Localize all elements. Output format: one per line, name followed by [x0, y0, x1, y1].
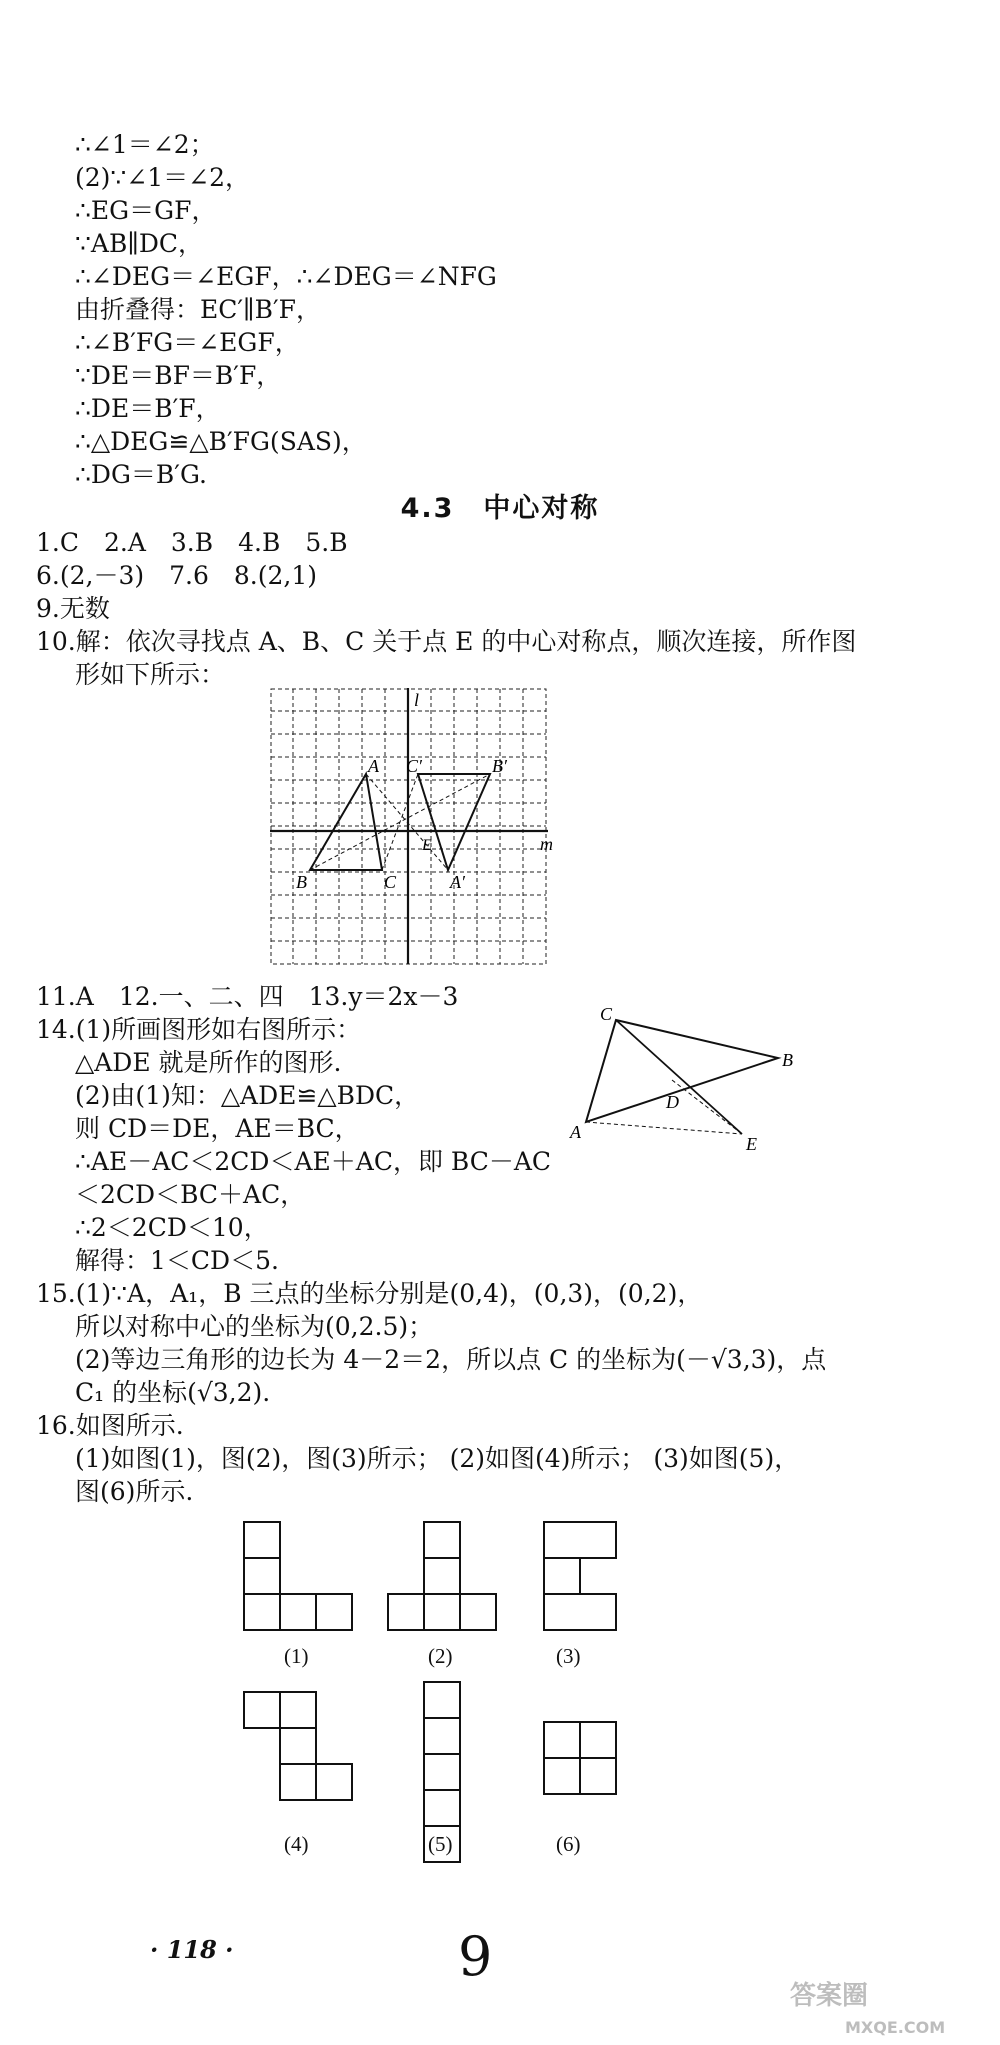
- grid-label-Cp: C′: [406, 756, 422, 776]
- proof-line: ∴DE＝B′F，: [75, 394, 221, 423]
- grid-label-C: C: [384, 872, 397, 892]
- answer-line: 10.解：依次寻找点 A、B、C 关于点 E 的中心对称点，顺次连接，所作图: [36, 627, 857, 656]
- answer-line: 1.C 2.A 3.B 4.B 5.B: [36, 528, 348, 557]
- answer-line: (1)如图(1)，图(2)，图(3)所示； (2)如图(4)所示； (3)如图(5)，: [75, 1444, 800, 1473]
- shape-caption: (3): [556, 1644, 581, 1668]
- proof-line: ∴∠DEG＝∠EGF，∴∠DEG＝∠NFG: [75, 262, 497, 291]
- proof-line: ∴△DEG≌△B′FG(SAS)，: [75, 427, 367, 456]
- answer-line: 15.(1)∵A，A₁，B 三点的坐标分别是(0,4)，(0,3)，(0,2)，: [36, 1279, 703, 1308]
- shape-caption: (5): [428, 1832, 453, 1856]
- answer-line: 则 CD＝DE，AE＝BC，: [75, 1114, 360, 1143]
- answer-line: 6.(2,－3) 7.6 8.(2,1): [36, 561, 317, 590]
- proof-line: ∴∠1＝∠2；: [75, 130, 215, 159]
- answer-line: 9.无数: [36, 594, 110, 623]
- answer-line: 11.A 12.一、二、四 13.y＝2x－3: [36, 982, 459, 1011]
- answer-line: (2)等边三角形的边长为 4－2＝2，所以点 C 的坐标为(－√3,3)，点: [75, 1345, 827, 1374]
- tri-label-E: E: [746, 1134, 757, 1154]
- tri-label-D: D: [666, 1092, 679, 1112]
- grid-label-A: A: [368, 756, 379, 776]
- answer-line: △ADE 就是所作的图形.: [75, 1048, 342, 1077]
- answer-line: C₁ 的坐标(√3,2).: [75, 1378, 271, 1407]
- handwritten-mark: 9: [458, 1925, 493, 1988]
- shape-caption: (2): [428, 1644, 453, 1668]
- shape-caption: (6): [556, 1832, 581, 1856]
- grid-label-E: E: [422, 837, 432, 854]
- answer-line: 解得：1＜CD＜5.: [75, 1246, 279, 1275]
- grid-label-Ap: A′: [450, 872, 465, 892]
- shape-caption: (1): [284, 1644, 309, 1668]
- watermark-logo: 答案圈: [790, 1981, 869, 2011]
- answer-line: 形如下所示：: [75, 660, 226, 689]
- shape-caption: (4): [284, 1832, 309, 1856]
- grid-label-m: m: [540, 834, 553, 854]
- answer-line: ∴AE－AC＜2CD＜AE＋AC，即 BC－AC: [75, 1147, 552, 1176]
- answer-line: 16.如图所示.: [36, 1411, 184, 1440]
- grid-label-Bp: B′: [492, 756, 507, 776]
- grid-label-l: l: [414, 690, 420, 710]
- answer-line: 图(6)所示.: [75, 1477, 194, 1506]
- proof-line: ∴DG＝B′G.: [75, 460, 207, 489]
- tri-label-C: C: [600, 1004, 613, 1024]
- answer-line: 所以对称中心的坐标为(0,2.5)；: [75, 1312, 434, 1341]
- proof-line: 由折叠得：EC′∥B′F，: [75, 295, 321, 324]
- grid-label-B: B: [296, 872, 307, 892]
- proof-line: ∴EG＝GF，: [75, 196, 217, 225]
- section-title: 4.3 中心对称: [400, 493, 600, 524]
- proof-line: ∴∠B′FG＝∠EGF，: [75, 328, 300, 357]
- answer-line: ∴2＜2CD＜10，: [75, 1213, 269, 1242]
- answer-line: (2)由(1)知：△ADE≌△BDC，: [75, 1081, 420, 1110]
- tri-label-A: A: [570, 1122, 581, 1142]
- answer-line: ＜2CD＜BC＋AC，: [75, 1180, 306, 1209]
- proof-line: ∵AB∥DC，: [75, 229, 204, 258]
- page-number: · 118 ·: [150, 1935, 234, 1964]
- proof-line: (2)∵∠1＝∠2，: [75, 163, 251, 192]
- tri-label-B: B: [782, 1050, 793, 1070]
- answer-line: 14.(1)所画图形如右图所示：: [36, 1015, 362, 1044]
- watermark-url: MXQE.COM: [845, 2018, 946, 2037]
- proof-line: ∵DE＝BF＝B′F，: [75, 361, 282, 390]
